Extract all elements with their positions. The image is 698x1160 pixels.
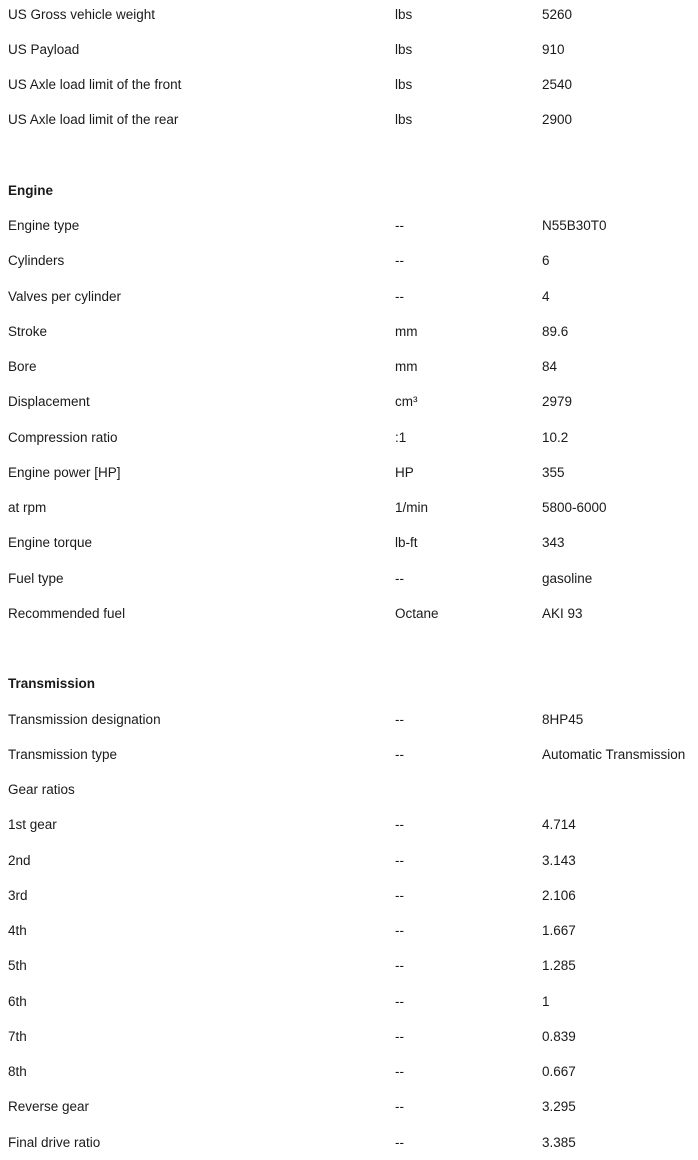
spec-unit: --	[395, 993, 404, 1009]
spec-label: Engine torque	[8, 535, 93, 551]
spec-row	[8, 384, 696, 419]
spec-unit: --	[395, 1099, 404, 1115]
spec-value: 2.106	[542, 887, 576, 903]
spec-label: 8th	[8, 1064, 27, 1080]
spec-row	[8, 560, 696, 595]
spec-label: 4th	[8, 923, 27, 939]
spec-value: 355	[542, 464, 565, 480]
spec-section	[8, 0, 696, 137]
spec-value: 2900	[542, 112, 573, 128]
spec-row	[8, 314, 696, 349]
spec-value: 3.295	[542, 1099, 576, 1115]
spec-value: 4.714	[542, 817, 576, 833]
spec-unit: 1/min	[395, 500, 429, 516]
spec-value: 5260	[542, 6, 573, 22]
spec-value: 343	[542, 535, 565, 551]
spec-unit: --	[395, 253, 404, 269]
spec-row	[8, 737, 696, 772]
spec-value: 6	[542, 253, 550, 269]
spec-row	[8, 1019, 696, 1054]
spec-unit: --	[395, 817, 404, 833]
section-header-row	[8, 666, 696, 701]
spec-value: Automatic Transmission	[542, 746, 686, 762]
spec-section	[8, 173, 696, 631]
spec-label: 5th	[8, 958, 27, 974]
spec-unit: --	[395, 746, 404, 762]
spec-label: 7th	[8, 1028, 27, 1044]
spec-unit: HP	[395, 464, 414, 480]
spec-row	[8, 455, 696, 490]
spec-value: 84	[542, 359, 558, 375]
spec-row	[8, 983, 696, 1018]
spec-unit: --	[395, 923, 404, 939]
spec-row	[8, 807, 696, 842]
spec-row	[8, 278, 696, 313]
spec-unit: --	[395, 288, 404, 304]
spec-label: US Gross vehicle weight	[8, 6, 156, 22]
spec-value: AKI 93	[542, 605, 583, 621]
spec-value: 910	[542, 41, 565, 57]
spec-row	[8, 1089, 696, 1124]
spec-unit: --	[395, 1134, 404, 1150]
spec-label: 3rd	[8, 887, 28, 903]
spec-value: 4	[542, 288, 550, 304]
spec-label: US Axle load limit of the rear	[8, 112, 179, 128]
spec-unit: --	[395, 1064, 404, 1080]
spec-label: Stroke	[8, 323, 48, 339]
spec-row	[8, 1054, 696, 1089]
section-title: Engine	[8, 182, 54, 198]
spec-label: Reverse gear	[8, 1099, 90, 1115]
spec-unit: lb-ft	[395, 535, 418, 551]
spec-label: 1st gear	[8, 817, 57, 833]
spec-label: Recommended fuel	[8, 605, 126, 621]
spec-row	[8, 102, 696, 137]
spec-value: 3.143	[542, 852, 576, 868]
spec-unit: --	[395, 958, 404, 974]
section-header-row	[8, 173, 696, 208]
spec-unit: cm³	[395, 394, 418, 410]
spec-unit: lbs	[395, 6, 413, 22]
spec-row	[8, 525, 696, 560]
spec-section	[8, 666, 696, 1160]
spec-row	[8, 32, 696, 67]
spec-value: 3.385	[542, 1134, 576, 1150]
spec-row	[8, 67, 696, 102]
spec-label: Gear ratios	[8, 782, 75, 798]
spec-unit: mm	[395, 323, 418, 339]
spec-unit: lbs	[395, 41, 413, 57]
spec-label: 2nd	[8, 852, 31, 868]
spec-row	[8, 0, 696, 32]
spec-unit: :1	[395, 429, 407, 445]
spec-unit: lbs	[395, 112, 413, 128]
spec-label: Valves per cylinder	[8, 288, 122, 304]
spec-row	[8, 878, 696, 913]
spec-value: gasoline	[542, 570, 593, 586]
spec-label: Engine power [HP]	[8, 464, 121, 480]
spec-row	[8, 349, 696, 384]
spec-value: 8HP45	[542, 711, 584, 727]
spec-unit: --	[395, 711, 404, 727]
spec-row	[8, 596, 696, 631]
spec-value: 1.285	[542, 958, 576, 974]
spec-row	[8, 419, 696, 454]
spec-value: 0.839	[542, 1028, 576, 1044]
spec-label: US Payload	[8, 41, 80, 57]
section-title: Transmission	[8, 676, 96, 692]
spec-label: Cylinders	[8, 253, 65, 269]
spec-label: Transmission designation	[8, 711, 161, 727]
spec-label: Compression ratio	[8, 429, 118, 445]
spec-row	[8, 948, 696, 983]
spec-label: Displacement	[8, 394, 90, 410]
spec-value: 10.2	[542, 429, 569, 445]
spec-unit: mm	[395, 359, 418, 375]
spec-row	[8, 208, 696, 243]
spec-value: 1	[542, 993, 550, 1009]
spec-row	[8, 701, 696, 736]
spec-unit: --	[395, 570, 404, 586]
spec-value: 5800-6000	[542, 500, 607, 516]
spec-row	[8, 842, 696, 877]
spec-label: 6th	[8, 993, 27, 1009]
spec-unit: --	[395, 1028, 404, 1044]
spec-value: 89.6	[542, 323, 569, 339]
spec-value: 2979	[542, 394, 573, 410]
spec-row	[8, 913, 696, 948]
spec-label: US Axle load limit of the front	[8, 77, 182, 93]
spec-unit: --	[395, 852, 404, 868]
spec-unit: --	[395, 887, 404, 903]
spec-unit: lbs	[395, 77, 413, 93]
spec-unit: Octane	[395, 605, 439, 621]
spec-value: N55B30T0	[542, 218, 607, 234]
spec-row	[8, 772, 696, 807]
spec-label: Bore	[8, 359, 37, 375]
spec-value: 0.667	[542, 1064, 576, 1080]
spec-label: Final drive ratio	[8, 1134, 101, 1150]
spec-row	[8, 490, 696, 525]
spec-label: Transmission type	[8, 746, 118, 762]
spec-row	[8, 1124, 696, 1159]
spec-label: Engine type	[8, 218, 80, 234]
spec-label: at rpm	[8, 500, 47, 516]
spec-unit: --	[395, 218, 404, 234]
spec-row	[8, 243, 696, 278]
spec-value: 2540	[542, 77, 573, 93]
spec-value: 1.667	[542, 923, 576, 939]
spec-label: Fuel type	[8, 570, 64, 586]
